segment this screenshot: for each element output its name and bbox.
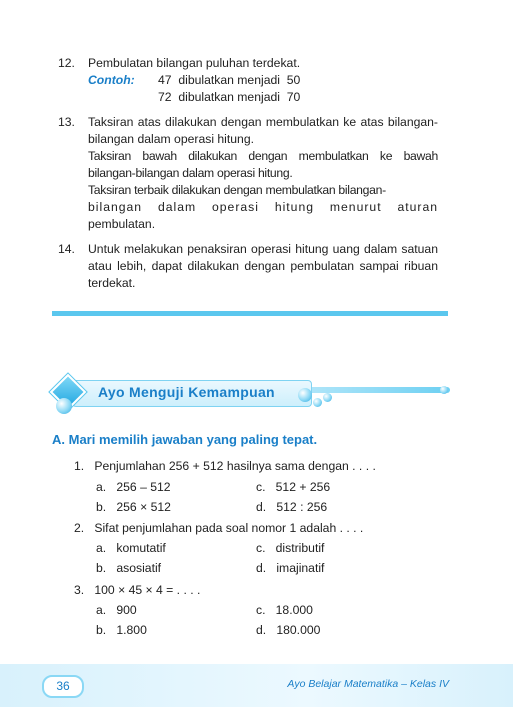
option-c[interactable]: c. distributif bbox=[256, 541, 325, 555]
bubble-icon bbox=[313, 398, 322, 407]
banner-title: Ayo Menguji Kemampuan bbox=[98, 384, 275, 400]
summary-list bbox=[58, 55, 438, 300]
item-text: Pembulatan bilangan puluhan terdekat. bbox=[88, 56, 301, 70]
option-c[interactable]: c. 512 + 256 bbox=[256, 480, 331, 494]
example-row bbox=[88, 89, 438, 106]
bubble-icon bbox=[298, 388, 312, 402]
question-number: 2. bbox=[74, 521, 85, 535]
option-b[interactable]: b. asosiatif bbox=[96, 561, 162, 575]
item-text: Taksiran bawah dilakukan dengan membulatkan ke bawah bilangan-bilangan dalam operasi hitung. bbox=[88, 149, 438, 180]
option-a[interactable]: a. 256 – 512 bbox=[96, 480, 171, 494]
summary-item-14 bbox=[58, 241, 438, 292]
summary-item-12 bbox=[58, 55, 438, 106]
example-line: 47 dibulatkan menjadi 50 bbox=[158, 73, 301, 87]
item-number: 13. bbox=[58, 115, 75, 129]
item-text: Taksiran terbaik dilakukan dengan membulatkan bilangan- bbox=[88, 183, 386, 197]
question-2 bbox=[74, 520, 363, 537]
banner-line bbox=[290, 387, 450, 393]
question-number: 3. bbox=[74, 583, 85, 597]
example-line: 72 dibulatkan menjadi 70 bbox=[158, 90, 301, 104]
item-number: 14. bbox=[58, 242, 75, 256]
item-text: Taksiran atas dilakukan dengan membulatkan ke atas bilangan-bilangan dalam operasi hitung. bbox=[88, 115, 438, 146]
question-3 bbox=[74, 582, 200, 599]
summary-item-13 bbox=[58, 114, 438, 233]
section-divider bbox=[52, 311, 448, 316]
option-d[interactable]: d. 512 : 256 bbox=[256, 500, 328, 514]
page-number: 36 bbox=[42, 675, 84, 698]
option-b[interactable]: b. 1.800 bbox=[96, 623, 147, 637]
example-row bbox=[88, 72, 438, 89]
option-a[interactable]: a. 900 bbox=[96, 603, 137, 617]
bubble-icon bbox=[56, 398, 72, 414]
section-a-title: A. Mari memilih jawaban yang paling tepat. bbox=[52, 432, 318, 447]
item-text: pembulatan. bbox=[88, 217, 156, 231]
book-title: Ayo Belajar Matematika – Kelas IV bbox=[287, 678, 449, 690]
bubble-icon bbox=[440, 386, 448, 394]
question-text: 100 × 45 × 4 = . . . . bbox=[94, 583, 201, 597]
item-text: Untuk melakukan penaksiran operasi hitung uang dalam satuan atau lebih, dapat dilakukan dengan pembulatan sampai ribuan terdekat. bbox=[88, 242, 438, 290]
question-number: 1. bbox=[74, 459, 85, 473]
bubble-icon bbox=[323, 393, 332, 402]
option-d[interactable]: d. 180.000 bbox=[256, 623, 321, 637]
question-text: Sifat penjumlahan pada soal nomor 1 adalah . . . . bbox=[94, 521, 364, 535]
example-label: Contoh: bbox=[88, 73, 135, 87]
question-text: Penjumlahan 256 + 512 hasilnya sama dengan . . . . bbox=[94, 459, 376, 473]
item-text: bilangan dalam operasi hitung menurut aturan bbox=[88, 200, 438, 214]
item-number: 12. bbox=[58, 56, 75, 70]
option-a[interactable]: a. komutatif bbox=[96, 541, 166, 555]
option-b[interactable]: b. 256 × 512 bbox=[96, 500, 171, 514]
option-d[interactable]: d. imajinatif bbox=[256, 561, 325, 575]
question-1 bbox=[74, 458, 376, 475]
option-c[interactable]: c. 18.000 bbox=[256, 603, 313, 617]
